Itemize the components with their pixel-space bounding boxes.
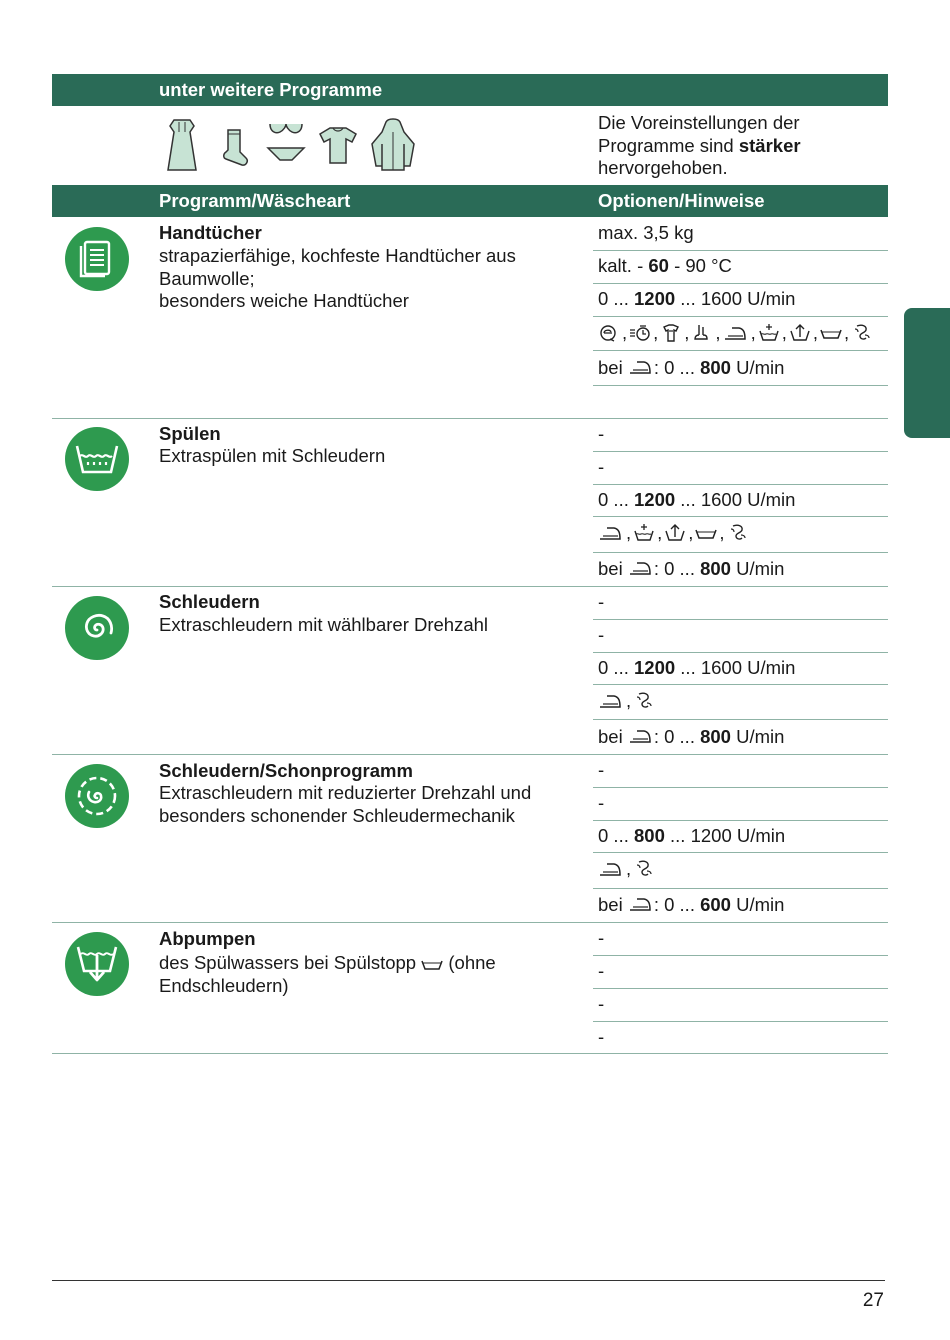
dress-icon (160, 116, 204, 174)
silent-icon (727, 523, 749, 543)
rinse-hold-icon (820, 323, 842, 343)
program-description: Extraschleudern mit reduzierter Drehzahl und besonders schonender Schleudermechanik (159, 782, 532, 826)
column-header-options: Optionen/Hinweise (598, 190, 765, 211)
option-iron-spin: bei : 0 ... 800 U/min (593, 351, 888, 386)
tub-up-icon (664, 523, 686, 543)
iron-icon (723, 323, 749, 343)
section-header-bar (52, 74, 888, 106)
eco-icon (598, 323, 620, 343)
option-row: - (593, 788, 888, 821)
silent-icon (633, 859, 655, 879)
silent-icon (633, 691, 655, 711)
timer-icon (629, 323, 651, 343)
program-description: des Spülwassers bei Spülstopp (ohne Endschleudern) (159, 952, 496, 996)
program-title: Abpumpen (159, 928, 256, 949)
option-spin-speed: 0 ... 800 ... 1200 U/min (593, 821, 888, 853)
option-symbols: , (593, 685, 888, 720)
option-row: - (593, 755, 888, 788)
tub-up-icon (789, 323, 811, 343)
program-row-handtuecher (52, 217, 888, 419)
iron-icon (598, 523, 624, 543)
footer-rule (52, 1280, 885, 1281)
iron-icon (628, 894, 654, 914)
jacket-icon (368, 116, 418, 174)
rinse-plus-icon (758, 323, 780, 343)
option-symbols: , , , , (593, 517, 888, 553)
section-header-title: unter weitere Programme (159, 79, 383, 100)
towel-icon (65, 227, 129, 291)
option-symbols: , , , , , , , , (593, 317, 888, 351)
rinse-hold-icon (695, 523, 717, 543)
option-load: max. 3,5 kg (593, 217, 888, 251)
iron-icon (628, 726, 654, 746)
option-symbols: , (593, 853, 888, 889)
option-iron-spin: bei : 0 ... 800 U/min (593, 720, 888, 755)
program-title: Schleudern (159, 591, 260, 612)
program-row-schleudern (52, 587, 888, 755)
page-number: 27 (862, 1290, 884, 1311)
spin-icon (65, 596, 129, 660)
option-spin-speed: 0 ... 1200 ... 1600 U/min (593, 284, 888, 317)
option-row: - (598, 1026, 605, 1047)
option-row: - (593, 620, 888, 653)
program-description: Extraspülen mit Schleudern (159, 445, 386, 466)
program-title: Spülen (159, 423, 221, 444)
option-iron-spin: bei : 0 ... 600 U/min (593, 889, 888, 923)
option-row: - (593, 419, 888, 452)
hand-icon (691, 323, 713, 343)
intro-line: hervorgehoben. (598, 157, 728, 178)
option-temperature: kalt. - 60 - 90 °C (593, 251, 888, 284)
program-title: Handtücher (159, 222, 262, 243)
option-iron-spin: bei : 0 ... 800 U/min (593, 553, 888, 587)
table-header-bar (52, 185, 888, 217)
column-header-program: Programm/Wäscheart (159, 190, 351, 211)
program-row-spuelen (52, 419, 888, 587)
option-row: - (593, 587, 888, 620)
iron-icon (598, 691, 624, 711)
chapter-side-tab (904, 308, 950, 438)
sock-icon (212, 116, 256, 174)
option-row: - (593, 923, 888, 956)
program-title: Schleudern/Schonprogramm (159, 760, 413, 781)
rinse-icon (65, 427, 129, 491)
program-description: Extraschleudern mit wählbarer Drehzahl (159, 614, 489, 635)
option-row: - (593, 452, 888, 485)
tshirt-icon (316, 116, 360, 174)
option-row: - (593, 989, 888, 1022)
lingerie-icon (264, 116, 308, 174)
silent-icon (851, 323, 873, 343)
row-separator (52, 1053, 888, 1054)
intro-note (598, 112, 878, 180)
clothes-icons-row (160, 116, 418, 174)
option-spin-speed: 0 ... 1200 ... 1600 U/min (593, 485, 888, 517)
option-row: - (593, 956, 888, 989)
gentle-spin-icon (65, 764, 129, 828)
rinse-hold-icon (421, 954, 443, 974)
intro-line: Die Voreinstellungen der (598, 112, 800, 133)
intro-line: Programme sind stärker (598, 134, 801, 156)
program-description: strapazierfähige, kochfeste Handtücher aus Baumwolle; besonders weiche Handtücher (159, 245, 516, 311)
shirt-icon (660, 323, 682, 343)
drain-icon (65, 932, 129, 996)
option-spin-speed: 0 ... 1200 ... 1600 U/min (593, 653, 888, 685)
program-row-schonschleudern (52, 755, 888, 923)
program-row-abpumpen (52, 923, 888, 1054)
iron-icon (598, 859, 624, 879)
iron-icon (628, 558, 654, 578)
iron-icon (628, 357, 654, 377)
rinse-plus-icon (633, 523, 655, 543)
